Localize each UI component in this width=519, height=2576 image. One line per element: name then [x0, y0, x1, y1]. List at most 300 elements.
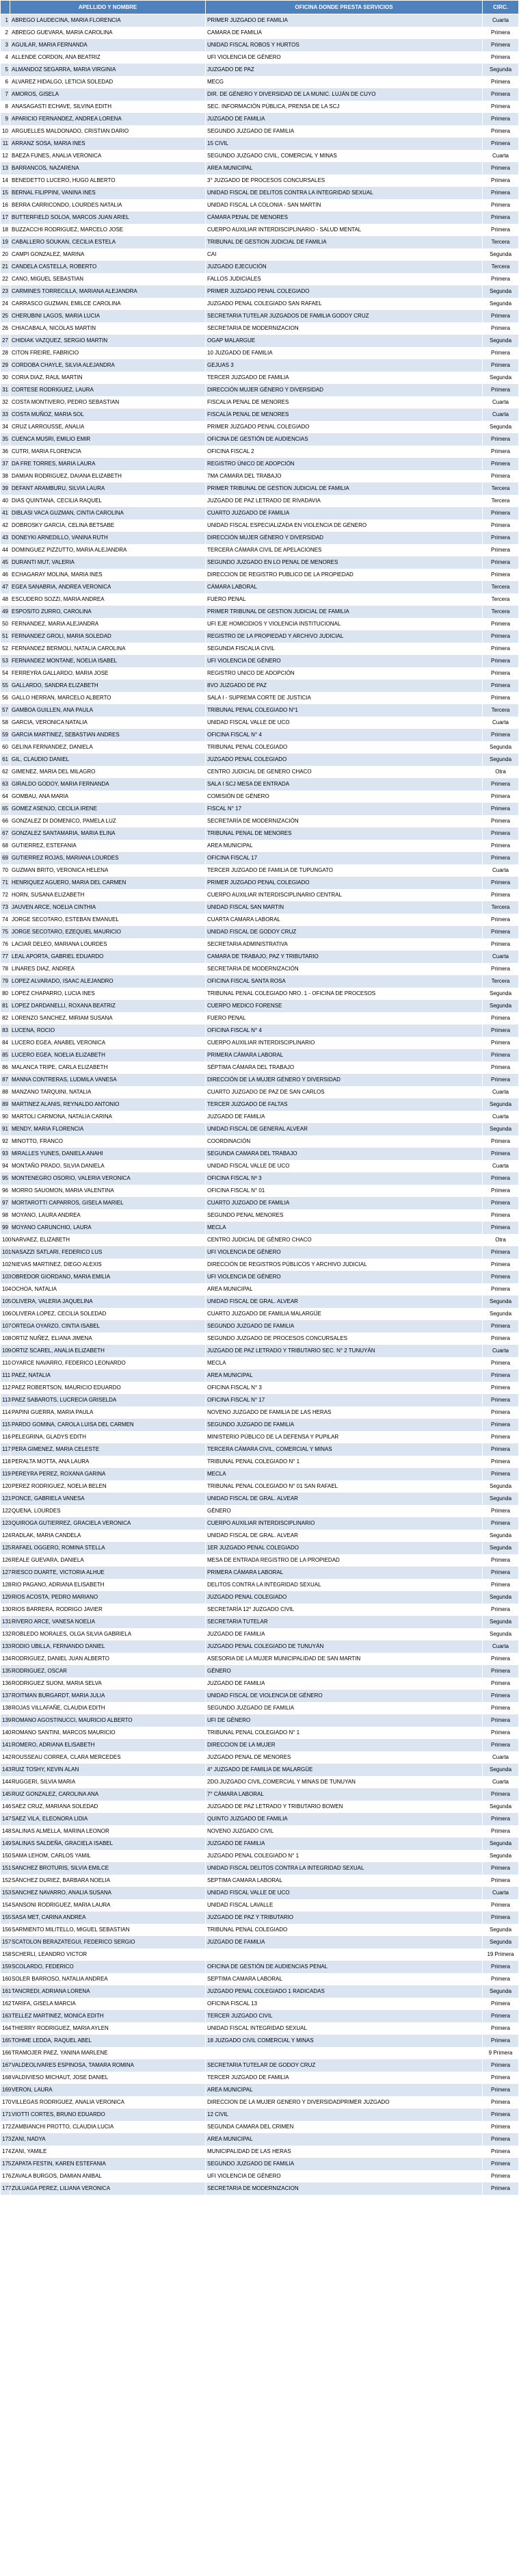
circunscription: Primera: [483, 1899, 519, 1911]
office-name: OFICINA FISCAL 13: [206, 1998, 483, 2010]
row-number: 84: [1, 1037, 10, 1049]
row-number: 78: [1, 963, 10, 975]
office-name: AREA MUNICIPAL: [206, 162, 483, 175]
circunscription: Primera: [483, 2084, 519, 2096]
circunscription: Primera: [483, 680, 519, 692]
row-number: 129: [1, 1591, 10, 1603]
office-name: OGAP MALARGUE: [206, 335, 483, 347]
office-name: OFICINA FISCAL N° 01: [206, 1185, 483, 1197]
table-row: [1, 1160, 519, 1172]
table-row: [1, 1628, 519, 1640]
circunscription: Primera: [483, 1567, 519, 1579]
circunscription: Primera: [483, 1369, 519, 1382]
person-name: CARMINES TORRECILLA, MARIANA ALEJANDRA: [10, 285, 206, 298]
row-number: 102: [1, 1259, 10, 1271]
row-number: 34: [1, 421, 10, 433]
row-number: 69: [1, 852, 10, 864]
circunscription: Primera: [483, 470, 519, 482]
person-name: GUTIERREZ ROJAS, MARIANA LOURDES: [10, 852, 206, 864]
table-row: [1, 1887, 519, 1899]
office-name: PRIMER TRIBUNAL DE GESTION JUDICIAL DE FAMILIA: [206, 606, 483, 618]
row-number: 74: [1, 914, 10, 926]
circunscription: Primera: [483, 2059, 519, 2072]
circunscription: Primera: [483, 2133, 519, 2146]
row-number: 165: [1, 2035, 10, 2047]
circunscription: Primera: [483, 1246, 519, 1259]
office-name: MECLA: [206, 1357, 483, 1369]
table-row: [1, 766, 519, 778]
table-row: [1, 1382, 519, 1394]
office-name: COORDINACIÓN: [206, 1135, 483, 1148]
row-number: 135: [1, 1665, 10, 1677]
row-number: 36: [1, 446, 10, 458]
office-name: GÉNERO: [206, 1665, 483, 1677]
office-name: SALA I - SUPREMA CORTE DE JUSTICIA: [206, 692, 483, 704]
office-name: JUZGADO PENAL COLEGIADO: [206, 1591, 483, 1603]
office-name: TRIBUNAL PENAL COLEGIADO: [206, 1924, 483, 1936]
circunscription: Primera: [483, 458, 519, 470]
row-number: 107: [1, 1320, 10, 1332]
person-name: GELINA FERNANDEZ, DANIELA: [10, 741, 206, 754]
row-number: 95: [1, 1172, 10, 1185]
person-name: GONZALEZ SANTAMARIA, MARIA ELINA: [10, 827, 206, 840]
row-number: 128: [1, 1579, 10, 1591]
person-name: SAMA LEHOM, CARLOS YAMIL: [10, 1850, 206, 1862]
table-row: [1, 2133, 519, 2146]
row-number: 53: [1, 655, 10, 667]
table-row: [1, 1850, 519, 1862]
circunscription: Primera: [483, 1443, 519, 1456]
table-row: [1, 951, 519, 963]
circunscription: Primera: [483, 359, 519, 372]
circunscription: Primera: [483, 1714, 519, 1727]
office-name: JUZGADO DE FAMILIA: [206, 1628, 483, 1640]
table-row: [1, 2059, 519, 2072]
table-row: [1, 606, 519, 618]
office-name: UNIDAD FISCAL DE GRAL. ALVEAR: [206, 1530, 483, 1542]
circunscription: 19 Primera: [483, 1948, 519, 1961]
person-name: ESCUDERO SOZZI, MARIA ANDREA: [10, 593, 206, 606]
table-row: [1, 1591, 519, 1603]
circunscription: Segunda: [483, 1480, 519, 1493]
row-number: 15: [1, 187, 10, 199]
office-name: SEGUNDO JUZGADO CIVIL, COMERCIAL Y MINAS: [206, 150, 483, 162]
office-name: CUARTO JUZGADO DE FAMILIA: [206, 1197, 483, 1209]
table-row: [1, 1739, 519, 1751]
row-number: 124: [1, 1530, 10, 1542]
person-name: CHIACABALA, NICOLAS MARTIN: [10, 322, 206, 335]
table-row: [1, 1567, 519, 1579]
table-row: [1, 1776, 519, 1788]
row-number: 9: [1, 113, 10, 125]
person-name: PAEZ, NATALIA: [10, 1369, 206, 1382]
table-row: [1, 187, 519, 199]
row-number: 133: [1, 1640, 10, 1653]
person-name: COSTA MONTIVERO, PEDRO SEBASTIAN: [10, 396, 206, 409]
row-number: 14: [1, 175, 10, 187]
table-row: [1, 1049, 519, 1061]
table-row: [1, 372, 519, 384]
header-circ: CIRC.: [483, 1, 519, 14]
person-name: QUIROGA GUTIERREZ, GRACIELA VERONICA: [10, 1517, 206, 1530]
circunscription: Primera: [483, 1209, 519, 1222]
table-row: [1, 544, 519, 556]
row-number: 151: [1, 1862, 10, 1875]
circunscription: Primera: [483, 1973, 519, 1985]
table-row: [1, 298, 519, 310]
table-row: [1, 39, 519, 51]
office-name: CUERPO MEDICO FORENSE: [206, 1000, 483, 1012]
circunscription: Primera: [483, 519, 519, 532]
circunscription: Primera: [483, 322, 519, 335]
person-name: AMOROS, GISELA: [10, 88, 206, 101]
person-name: HORN, SUSANA ELIZABETH: [10, 889, 206, 901]
office-name: DIRECCION DE LA MUJER: [206, 1739, 483, 1751]
row-number: 1: [1, 14, 10, 27]
table-row: [1, 421, 519, 433]
office-name: CUARTA CAMARA LABORAL: [206, 914, 483, 926]
table-row: [1, 482, 519, 495]
table-row: [1, 2182, 519, 2195]
office-name: CAMARA DE TRABAJO, PAZ Y TRIBUTARIO: [206, 951, 483, 963]
table-row: [1, 1012, 519, 1025]
office-name: 7MA CAMARA DEL TRABAJO: [206, 470, 483, 482]
office-name: TERCERA CÁMARA CIVIL DE APELACIONES: [206, 544, 483, 556]
table-row: [1, 1246, 519, 1259]
table-row: [1, 1369, 519, 1382]
row-number: 97: [1, 1197, 10, 1209]
table-row: [1, 2158, 519, 2170]
person-name: SOLER BARROSO, NATALIA ANDREA: [10, 1973, 206, 1985]
table-row: [1, 236, 519, 248]
circunscription: Primera: [483, 1653, 519, 1665]
person-name: ZAMBIANCHI PROTTO, CLAUDIA LUCIA: [10, 2121, 206, 2133]
table-row: [1, 1443, 519, 1456]
circunscription: Cuarta: [483, 1751, 519, 1764]
office-name: REGISTRO ÚNICO DE ADOPCIÓN: [206, 458, 483, 470]
table-row: [1, 458, 519, 470]
office-name: SEGUNDO JUZGADO EN LO PENAL DE MENORES: [206, 556, 483, 569]
person-name: THIERRY RODRIGUEZ, MARIA AYLEN: [10, 2022, 206, 2035]
person-name: GONZALEZ DI DOMENICO, PAMELA LUZ: [10, 815, 206, 827]
circunscription: Primera: [483, 1702, 519, 1714]
table-row: [1, 1875, 519, 1887]
row-number: 117: [1, 1443, 10, 1456]
row-number: 141: [1, 1739, 10, 1751]
office-name: SEGUNDO JUZGADO DE FAMILIA: [206, 1419, 483, 1431]
table-row: [1, 532, 519, 544]
person-name: GIRALDO GODOY, MARIA FERNANDA: [10, 778, 206, 790]
person-name: LOPEZ CHAPARRO, LUCIA INES: [10, 988, 206, 1000]
table-row: [1, 1603, 519, 1616]
circunscription: Primera: [483, 2072, 519, 2084]
person-name: VILLEGAS RODRIGUEZ, ANALIA VERONICA: [10, 2096, 206, 2109]
table-row: [1, 741, 519, 754]
circunscription: Primera: [483, 1603, 519, 1616]
table-body: [1, 14, 519, 2195]
person-name: ZANI, YAMILE: [10, 2146, 206, 2158]
table-row: [1, 273, 519, 285]
row-number: 66: [1, 815, 10, 827]
table-row: [1, 864, 519, 877]
row-number: 58: [1, 717, 10, 729]
row-number: 158: [1, 1948, 10, 1961]
table-row: [1, 101, 519, 113]
row-number: 30: [1, 372, 10, 384]
table-row: [1, 1320, 519, 1332]
office-name: JUZGADO DE FAMILIA: [206, 1677, 483, 1690]
row-number: 6: [1, 76, 10, 88]
office-name: QUINTO JUZGADO DE FAMILIA: [206, 1813, 483, 1825]
office-name: SALA I SCJ MESA DE ENTRADA: [206, 778, 483, 790]
circunscription: Primera: [483, 1677, 519, 1690]
table-row: [1, 51, 519, 64]
office-name: JUZGADO PENAL COLEGIADO 1 RADICADAS: [206, 1985, 483, 1998]
table-row: [1, 113, 519, 125]
person-name: VALDEOLIVARES ESPINOSA, TAMARA ROMINA: [10, 2059, 206, 2072]
circunscription: Segunda: [483, 1764, 519, 1776]
table-row: [1, 975, 519, 988]
office-name: TERCERA CÁMARA CIVIL, COMERCIAL Y MINAS: [206, 1443, 483, 1456]
person-name: ROBLEDO MORALES, OLGA SILVIA GABRIELA: [10, 1628, 206, 1640]
row-number: 145: [1, 1788, 10, 1801]
table-row: [1, 667, 519, 680]
header-row: [1, 1, 519, 14]
person-name: MANZANO TARQUINI, NATALIA: [10, 1086, 206, 1098]
circunscription: Primera: [483, 224, 519, 236]
office-name: JUZGADO PENAL DE MENORES: [206, 1751, 483, 1764]
row-number: 61: [1, 754, 10, 766]
table-row: [1, 384, 519, 396]
circunscription: Primera: [483, 1283, 519, 1296]
circunscription: Primera: [483, 630, 519, 643]
row-number: 177: [1, 2182, 10, 2195]
table-row: [1, 581, 519, 593]
row-number: 48: [1, 593, 10, 606]
circunscription: Segunda: [483, 1801, 519, 1813]
row-number: 160: [1, 1973, 10, 1985]
office-name: OFICINA FISCAL N° 4: [206, 1025, 483, 1037]
office-name: OFICINA FISCAL N° 3: [206, 1382, 483, 1394]
table-row: [1, 1197, 519, 1209]
person-name: MARTOLI CARMONA, NATALIA CARINA: [10, 1111, 206, 1123]
row-number: 174: [1, 2146, 10, 2158]
circunscription: Primera: [483, 2010, 519, 2022]
row-number: 83: [1, 1025, 10, 1037]
person-name: RODRIGUEZ, OSCAR: [10, 1665, 206, 1677]
office-name: SECRETARIA DE MODERNIZACION: [206, 322, 483, 335]
circunscription: Segunda: [483, 421, 519, 433]
table-row: [1, 1308, 519, 1320]
circunscription: Cuarta: [483, 951, 519, 963]
table-row: [1, 630, 519, 643]
circunscription: Primera: [483, 1825, 519, 1838]
row-number: 31: [1, 384, 10, 396]
person-name: ANASAGASTI ECHAVE, SILVINA EDITH: [10, 101, 206, 113]
row-number: 86: [1, 1061, 10, 1074]
person-name: RIO PAGANO, ADRIANA ELISABETH: [10, 1579, 206, 1591]
person-name: PAEZ SABAROTS, LUCRECIA GRISELDA: [10, 1394, 206, 1406]
table-row: [1, 335, 519, 347]
row-number: 143: [1, 1764, 10, 1776]
row-number: 20: [1, 248, 10, 261]
row-number: 90: [1, 1111, 10, 1123]
office-name: MESA DE ENTRADA REGISTRO DE LA PROPIEDAD: [206, 1554, 483, 1567]
office-name: FUERO PENAL: [206, 1012, 483, 1025]
row-number: 24: [1, 298, 10, 310]
table-row: [1, 704, 519, 717]
person-name: CRUZ LARROUSSE, ANALIA: [10, 421, 206, 433]
office-name: AREA MUNICIPAL: [206, 840, 483, 852]
office-name: SEGUNDO JUZGADO DE FAMILIA: [206, 1702, 483, 1714]
person-name: MENDY, MARIA FLORENCIA: [10, 1123, 206, 1135]
row-number: 114: [1, 1406, 10, 1419]
row-number: 80: [1, 988, 10, 1000]
office-name: UFI DE GÉNERO: [206, 1714, 483, 1727]
circunscription: Cuarta: [483, 1160, 519, 1172]
person-name: PELEGRINA, GLADYS EDITH: [10, 1431, 206, 1443]
row-number: 110: [1, 1357, 10, 1369]
person-name: RADLAK, MARIA CANDELA: [10, 1530, 206, 1542]
table-row: [1, 1936, 519, 1948]
circunscription: Cuarta: [483, 14, 519, 27]
table-row: [1, 1172, 519, 1185]
person-name: JORGE SECOTARO, EZEQUIEL MAURICIO: [10, 926, 206, 938]
office-name: OFICINA FISCAL SANTA ROSA: [206, 975, 483, 988]
table-row: [1, 2022, 519, 2035]
office-name: FALLOS JUDICIALES: [206, 273, 483, 285]
circunscription: Primera: [483, 1875, 519, 1887]
row-number: 164: [1, 2022, 10, 2035]
row-number: 68: [1, 840, 10, 852]
office-name: PRIMER JUZGADO PENAL COLEGIADO: [206, 285, 483, 298]
office-name: SEGUNDA FISCALIA CIVIL: [206, 643, 483, 655]
office-name: UNIDAD FISCAL DE GRAL. ALVEAR: [206, 1493, 483, 1505]
person-name: CORIA DIAZ, RAUL MARTIN: [10, 372, 206, 384]
circunscription: Primera: [483, 51, 519, 64]
table-row: [1, 1283, 519, 1296]
row-number: 176: [1, 2170, 10, 2182]
circunscription: Segunda: [483, 1000, 519, 1012]
office-name: PRIMERA CÁMARA LABORAL: [206, 1049, 483, 1061]
table-row: [1, 1542, 519, 1554]
row-number: 54: [1, 667, 10, 680]
person-name: BAEZA FUNES, ANALIA VERONICA: [10, 150, 206, 162]
office-name: TERCER JUZGADO DE FALTAS: [206, 1098, 483, 1111]
row-number: 122: [1, 1505, 10, 1517]
table-row: [1, 1209, 519, 1222]
person-name: APARICIO FERNANDEZ, ANDREA LORENA: [10, 113, 206, 125]
circunscription: Primera: [483, 1197, 519, 1209]
row-number: 136: [1, 1677, 10, 1690]
table-row: [1, 988, 519, 1000]
office-name: SEGUNDA CAMARA DEL TRABAJO: [206, 1148, 483, 1160]
circunscription: Primera: [483, 1394, 519, 1406]
circunscription: Tercera: [483, 495, 519, 507]
circunscription: Primera: [483, 2109, 519, 2121]
circunscription: Primera: [483, 162, 519, 175]
table-row: [1, 1394, 519, 1406]
row-number: 27: [1, 335, 10, 347]
person-name: FERNANDEZ BERMOLI, NATALIA CAROLINA: [10, 643, 206, 655]
table-row: [1, 322, 519, 335]
row-number: 175: [1, 2158, 10, 2170]
person-name: DIBLASI VACA GUZMAN, CINTIA CAROLINA: [10, 507, 206, 519]
person-name: CHIDIAK VAZQUEZ, SERGIO MARTIN: [10, 335, 206, 347]
circunscription: Tercera: [483, 704, 519, 717]
table-row: [1, 1911, 519, 1924]
circunscription: Segunda: [483, 1123, 519, 1135]
table-row: [1, 1259, 519, 1271]
table-row: [1, 1838, 519, 1850]
circunscription: Cuarta: [483, 1345, 519, 1357]
office-name: PRIMER TRIBUNAL DE GESTION JUDICIAL DE FAMILIA: [206, 482, 483, 495]
table-row: [1, 1493, 519, 1505]
row-number: 142: [1, 1751, 10, 1764]
table-row: [1, 1222, 519, 1234]
row-number: 71: [1, 877, 10, 889]
circunscription: Segunda: [483, 1308, 519, 1320]
row-number: 75: [1, 926, 10, 938]
circunscription: Primera: [483, 1911, 519, 1924]
circunscription: Primera: [483, 643, 519, 655]
circunscription: Primera: [483, 667, 519, 680]
person-name: MONTAÑO PRADO, SILVIA DANIELA: [10, 1160, 206, 1172]
row-number: 85: [1, 1049, 10, 1061]
table-row: [1, 1148, 519, 1160]
circunscription: Primera: [483, 2170, 519, 2182]
office-name: UNIDAD FISCAL DE GRAL. ALVEAR: [206, 1296, 483, 1308]
circunscription: Primera: [483, 1025, 519, 1037]
row-number: 139: [1, 1714, 10, 1727]
office-name: NOVENO JUZGADO CIVIL: [206, 1825, 483, 1838]
row-number: 172: [1, 2121, 10, 2133]
row-number: 18: [1, 224, 10, 236]
table-row: [1, 938, 519, 951]
circunscription: Primera: [483, 803, 519, 815]
person-name: MONTENEGRO OSORIO, VALERIA VERONICA: [10, 1172, 206, 1185]
row-number: 173: [1, 2133, 10, 2146]
circunscription: Primera: [483, 1431, 519, 1443]
office-name: JUZGADO PENAL COLEGIADO N° 1: [206, 1850, 483, 1862]
office-name: UNIDAD FISCAL ROBOS Y HURTOS: [206, 39, 483, 51]
table-row: [1, 1825, 519, 1838]
office-name: CUERPO AUXILIAR INTERDISCIPLINARIO: [206, 1037, 483, 1049]
row-number: 92: [1, 1135, 10, 1148]
header-number: [1, 1, 10, 14]
circunscription: Tercera: [483, 975, 519, 988]
office-name: TRIBUNAL PENAL COLEGIADO N° 1: [206, 1727, 483, 1739]
header-name: APELLIDO Y NOMBRE: [10, 1, 206, 14]
office-name: OFICINA FISCAL 17: [206, 852, 483, 864]
row-number: 148: [1, 1825, 10, 1838]
office-name: OFICINA FISCAL 2: [206, 446, 483, 458]
table-row: [1, 618, 519, 630]
person-name: ROITMAN BURGARDT, MARIA JULIA: [10, 1690, 206, 1702]
table-row: [1, 963, 519, 975]
circunscription: Cuarta: [483, 864, 519, 877]
person-name: VALDIVIESO MICHAUT, JOSE DANIEL: [10, 2072, 206, 2084]
office-name: AREA MUNICIPAL: [206, 2084, 483, 2096]
office-name: PRIMER JUZGADO PENAL COLEGIADO: [206, 421, 483, 433]
person-name: LINARES DIAZ, ANDREA: [10, 963, 206, 975]
circunscription: Primera: [483, 1135, 519, 1148]
person-name: SCHERLI, LEANDRO VICTOR: [10, 1948, 206, 1961]
table-row: [1, 2146, 519, 2158]
table-row: [1, 790, 519, 803]
row-number: 94: [1, 1160, 10, 1172]
row-number: 91: [1, 1123, 10, 1135]
